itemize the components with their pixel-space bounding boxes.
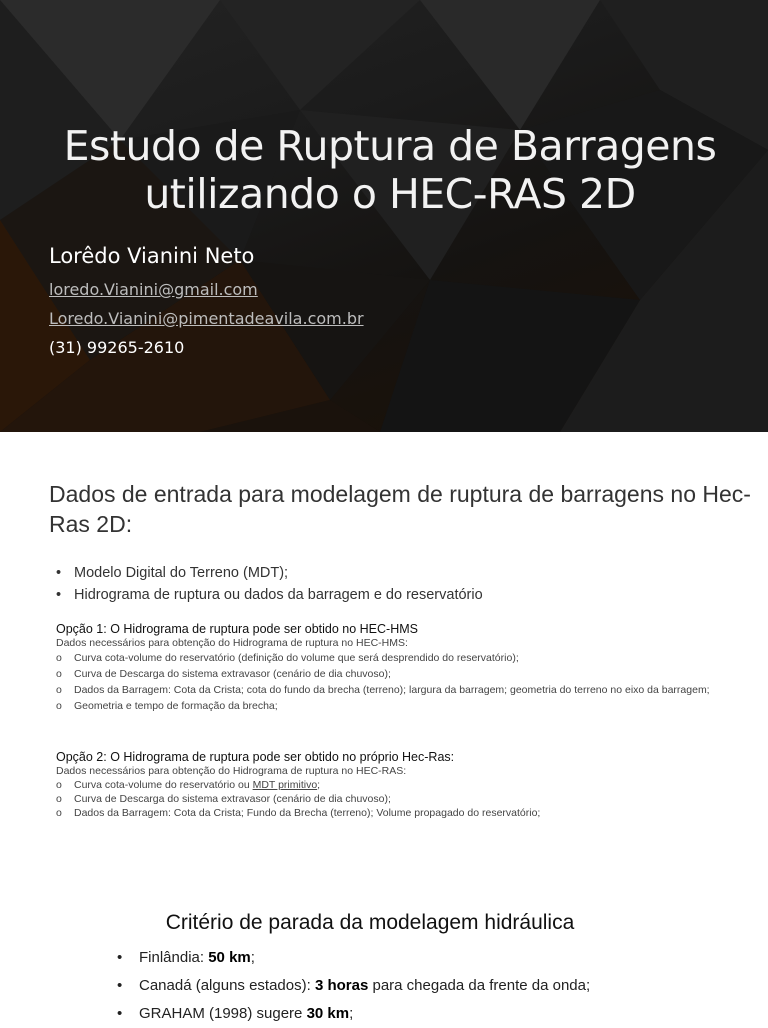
circle-bullet-icon: o [56,700,62,712]
list-item: o Curva cota-volume do reservatório ou MDT primitivo; [56,779,321,791]
input-data-slide [0,432,768,864]
option-1-block [56,622,746,714]
mdt-primitivo-link: MDT primitivo [252,779,318,791]
email-link-work[interactable]: Loredo.Vianini@pimentadeavila.com.br [49,309,364,328]
bullet-icon: • [117,1005,123,1022]
list-item: o Geometria e tempo de formação da brecha; [56,700,278,712]
circle-bullet-icon: o [56,779,62,791]
option-2-list [56,778,746,820]
list-item: o Dados da Barragem: Cota da Crista; Fundo da Brecha (terreno); Volume propagado do reservatório; [56,807,541,819]
criteria-list [117,944,590,1028]
title-slide [0,0,768,432]
bullet-icon: • [117,977,123,994]
title-line-1: Estudo de Ruptura de Barragens [63,122,717,170]
list-item: o Dados da Barragem: Cota da Crista; cota do fundo da brecha (terreno); largura da barragem; geometria do terreno no eixo da barragem; [56,684,710,696]
option-2-block [56,750,746,820]
option-1-title: Opção 1: O Hidrograma de ruptura pode ser obtido no HEC-HMS [56,622,418,636]
list-item: o Curva cota-volume do reservatório (definição do volume que será desprendido do reservatório); [56,652,519,664]
circle-bullet-icon: o [56,807,62,819]
list-item: • Modelo Digital do Terreno (MDT); [56,562,483,584]
bullet-icon: • [56,565,62,581]
email-link-gmail[interactable]: loredo.Vianini@gmail.com [49,280,258,299]
slide-heading: Critério de parada da modelagem hidráulica [165,911,575,934]
circle-bullet-icon: o [56,668,62,680]
list-item: o Curva de Descarga do sistema extravasor (cenário de dia chuvoso); [56,668,391,680]
title-line-2: utilizando o HEC-RAS 2D [144,170,636,218]
author-name: Lorêdo Vianini Neto [49,244,255,268]
circle-bullet-icon: o [56,793,62,805]
list-item: • Canadá (alguns estados): 3 horas para chegada da frente da onda; [117,972,590,1000]
bullet-icon: • [56,587,62,603]
bullet-icon: • [117,949,123,966]
list-item: • Hidrograma de ruptura ou dados da barragem e do reservatório [56,584,483,606]
option-2-title: Opção 2: O Hidrograma de ruptura pode ser obtido no próprio Hec-Ras: [56,750,455,764]
phone-number: (31) 99265-2610 [49,338,185,357]
list-item: • GRAHAM (1998) sugere 30 km; [117,1000,590,1028]
option-2-subtitle: Dados necessários para obtenção do Hidrograma de ruptura no HEC-RAS: [56,765,407,777]
circle-bullet-icon: o [56,652,62,664]
presentation-title [40,122,740,218]
option-1-list [56,650,746,714]
list-item: • Finlândia: 50 km; [117,944,590,972]
circle-bullet-icon: o [56,684,62,696]
option-1-subtitle: Dados necessários para obtenção do Hidrograma de ruptura no HEC-HMS: [56,637,408,649]
stop-criterion-slide [0,864,768,1024]
slide-heading: Dados de entrada para modelagem de ruptura de barragens no Hec-Ras 2D: [49,481,751,537]
list-item: o Curva de Descarga do sistema extravasor (cenário de dia chuvoso); [56,793,391,805]
bullet-list [56,562,483,606]
